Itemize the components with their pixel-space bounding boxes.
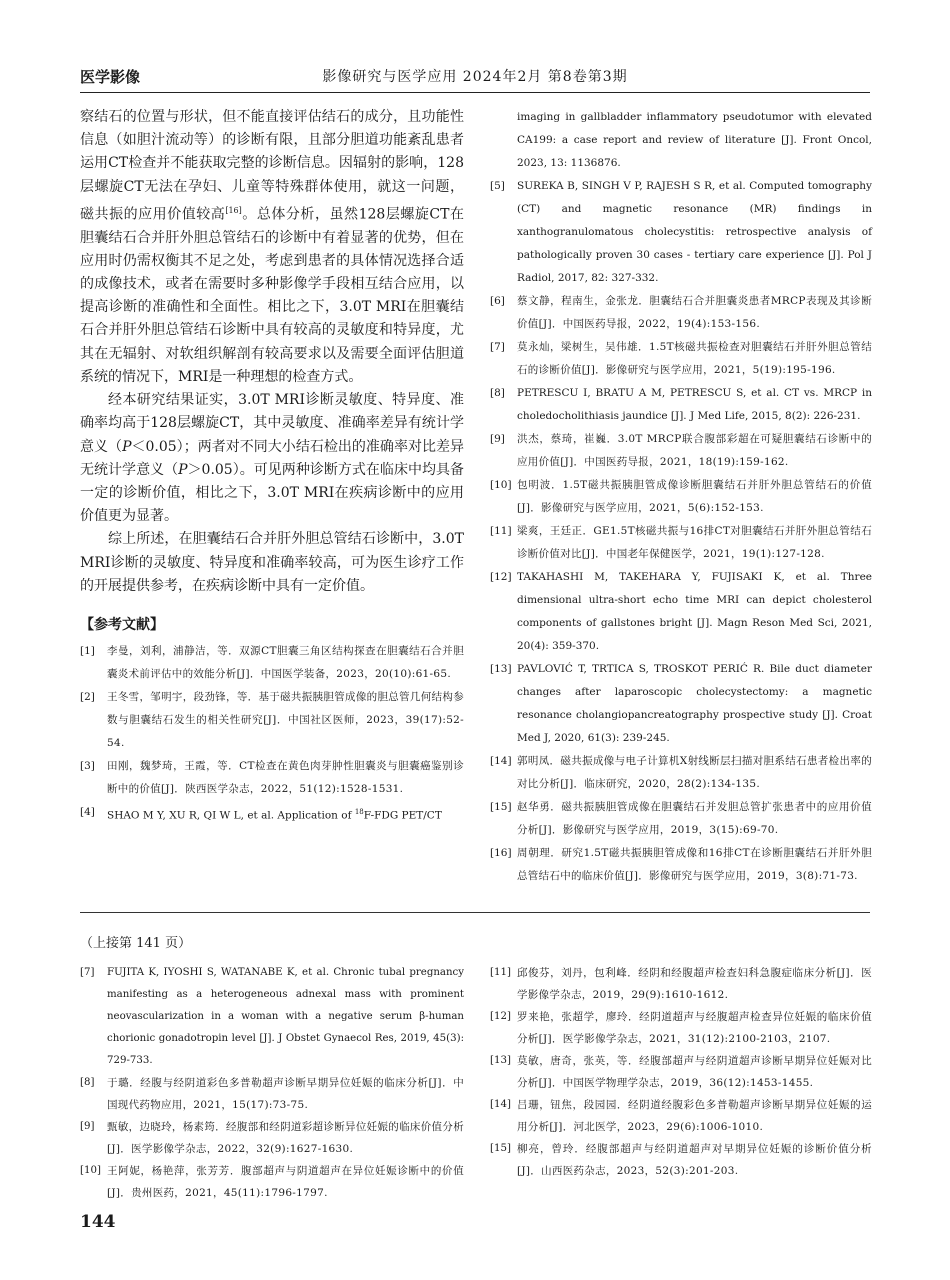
ref-text-part: F-FDG PET/CT: [363, 809, 442, 822]
p-symbol-1: P: [122, 438, 132, 455]
reference-item: [490, 520, 872, 566]
ref-number: [16]: [490, 847, 512, 859]
reference-item: [490, 428, 872, 474]
reference-item: [490, 1006, 872, 1050]
ref-text: 邱俊芬，刘丹，包利峰．经阴和经腹超声检查妇科急腹症临床分析[J]．医学影像学杂志，2019，29(9):1610-1612.: [517, 967, 872, 1001]
ref-text: 包明波．1.5T磁共振胰胆管成像诊断胆囊结石并肝外胆总管结石的价值[J]．影像研究与医学应用，2021，5(6):152-153.: [517, 479, 872, 514]
ref-number: [15]: [490, 801, 512, 813]
ref-text: 莫敏，唐奇，张英，等．经腹部超声与经阴道超声诊断早期异位妊娠对比分析[J]．中国医学物理学杂志，2019，36(12):1453-1455.: [517, 1055, 872, 1089]
ref-text: imaging in gallbladder inflammatory pseudotumor with elevated CA199: a case report and review of literature [J]. Front Oncol, 2023, 13: 1136876.: [517, 111, 872, 169]
ref-text: 洪杰，蔡琦，崔巍．3.0T MRCP联合腹部彩超在可疑胆囊结石诊断中的应用价值[J]．中国医药导报，2021，18(19):159-162.: [517, 433, 872, 468]
left-column: [80, 106, 464, 827]
reference-item: [490, 1138, 872, 1182]
ref-number: [10]: [490, 479, 512, 491]
reference-item: [490, 1094, 872, 1138]
ref-text: 吕珊，钮焦，段园园．经阴道经腹彩色多普勒超声诊断早期异位妊娠的运用分析[J]．河北医学，2023，29(6):1006-1010.: [517, 1099, 872, 1133]
ref-number: [10]: [80, 1165, 101, 1176]
ref-text: [107, 801, 464, 828]
ref-number: [15]: [490, 1143, 511, 1154]
reference-item: [80, 686, 464, 755]
page-number: 144: [80, 1212, 116, 1232]
ref-number: [14]: [490, 755, 512, 767]
reference-item: [80, 640, 464, 686]
ref-text: [107, 962, 464, 1072]
ref-number: [14]: [490, 1099, 511, 1110]
p2-c: ＞0.05）。可见两种诊断方式在临床中均具备一定的诊断价值，相比之下，3.0T MRI在疾病诊断中的应用价值更为显著。: [80, 461, 465, 525]
right-column: [490, 106, 872, 888]
ref-number: [13]: [490, 663, 512, 675]
ref-text: PETRESCU I, BRATU A M, PETRESCU S, et al. CT vs. MRCP in choledocholithiasis jaundice [J]. J Med Life, 2015, 8(2): 226-231.: [517, 387, 872, 422]
ref-text: 于璐．经腹与经阴道彩色多普勒超声诊断早期异位妊娠的临床分析[J]．中国现代药物应用，2021，15(17):73-75.: [107, 1077, 464, 1111]
ref-text: 罗来艳，张超学，廖玲．经阴道超声与经腹超声检查异位妊娠的临床价值分析[J]．医学影像学杂志，2021，31(12):2100-2103，2107.: [517, 1011, 872, 1045]
p2-b: ＜0.05）；两者对不同大小结石检出的准确率对比差异无统计学意义（: [80, 438, 465, 478]
ref-text: 周朝理．研究1.5T磁共振胰胆管成像和16排CT在诊断胆囊结石并肝外胆总管结石中的临床价值[J]．影像研究与医学应用，2019，3(8):71-73.: [517, 847, 872, 882]
ref-text: 王阿妮，杨艳萍，张芳芳．腹部超声与阴道超声在异位妊娠诊断中的价值[J]．贵州医药，2021，45(11):1796-1797.: [107, 1165, 464, 1199]
ref-number: [9]: [80, 1121, 95, 1132]
reference-item: [490, 474, 872, 520]
ref-number-spacer: [490, 106, 517, 175]
ref-number: [8]: [490, 387, 505, 399]
ref-text: 李曼，刘利，浦静洁，等．双源CT胆囊三角区结构探查在胆囊结石合并胆囊炎术前评估中的效能分析[J]．中国医学装备，2023，20(10):61-65.: [107, 644, 464, 680]
ref-number: [11]: [490, 967, 511, 978]
reference-item: [490, 1050, 872, 1094]
continued-reference-list-right: [490, 962, 872, 1182]
reference-item: [80, 755, 464, 801]
references-heading: 【参考文献】: [80, 616, 164, 633]
reference-item: [80, 801, 464, 828]
ref-text: 赵华勇．磁共振胰胆管成像在胆囊结石并发胆总管扩张患者中的应用价值分析[J]．影像研究与医学应用，2019，3(15):69-70.: [517, 801, 872, 836]
reference-item: [490, 336, 872, 382]
ref-number: [11]: [490, 525, 512, 537]
ref-number: [7]: [490, 341, 505, 353]
ref-text: 田刚，魏梦琦，王霞，等．CT检查在黄色肉芽肿性胆囊炎与胆囊癌鉴别诊断中的价值[J]．陕西医学杂志，2022，51(12):1528-1531.: [107, 759, 464, 795]
body-paragraph-2: [80, 389, 464, 528]
ref-number: [12]: [490, 571, 512, 583]
ref-text-part: SHAO M Y, XU R, QI W L, et al. Application of: [107, 809, 355, 822]
reference-item: [490, 175, 872, 290]
ref-number: [4]: [80, 805, 95, 818]
reference-item: [80, 1160, 464, 1204]
reference-item: [80, 962, 464, 1072]
ref-number: [2]: [80, 690, 95, 703]
ref-number: [8]: [80, 1077, 95, 1088]
ref-text: SUREKA B, SINGH V P, RAJESH S R, et al. Computed tomography (CT) and magnetic resonance (MR) findings in xanthogranulomatous cholecystitis: retrospective analysis of pathologically proven 30 cases - tertiary care experience [J]. Pol J Radiol, 2017, 82: 327-332.: [517, 180, 872, 284]
reference-item: [490, 382, 872, 428]
body-paragraph-3: 综上所述，在胆囊结石合并肝外胆总管结石诊断中，3.0T MRI诊断的灵敏度、特异度和准确率较高，可为医生诊疗工作的开展提供参考，在疾病诊断中具有一定价值。: [80, 531, 464, 594]
section-label: 医学影像: [80, 68, 141, 86]
ref-number: [13]: [490, 1055, 511, 1066]
ref-text-part: -human chorionic gonadotropin level [J]. J Obstet Gynaecol Res, 2019, 45(3): 729-733.: [107, 1011, 464, 1066]
ref-number: [5]: [490, 180, 505, 192]
reference-item: [490, 796, 872, 842]
ref-text: TAKAHASHI M, TAKEHARA Y, FUJISAKI K, et al. Three dimensional ultra-short echo time MRI can depict cholesterol components of gallstones bright [J]. Magn Reson Med Sci, 2021, 20(4): 359-370.: [517, 571, 872, 652]
reference-item: [80, 1072, 464, 1116]
reference-item: [490, 566, 872, 658]
journal-info: 影像研究与医学应用 2024年2月 第8卷第3期: [322, 69, 628, 85]
ref-text: 莫永灿，梁树生，吴伟雄．1.5T核磁共振检查对胆囊结石并肝外胆总管结石的诊断价值[J]．影像研究与医学应用，2021，5(19):195-196.: [517, 341, 872, 376]
beta-symbol: β: [419, 1011, 426, 1022]
ref-number: [3]: [80, 759, 95, 772]
reference-item: [490, 962, 872, 1006]
ref-number: [9]: [490, 433, 505, 445]
p2-a: 经本研究结果证实，3.0T MRI诊断灵敏度、特异度、准确率均高于128层螺旋CT，其中灵敏度、准确率差异有统计学意义（: [80, 392, 464, 455]
p1-start: 察结石的位置与形状，但不能直接评估结石的成分，且功能性信息（如胆汁流动等）的诊断有限，且部分胆道功能紊乱患者运用CT检查并不能获取完整的诊断信息。因辐射的影响，128层螺旋CT无法在孕妇、儿童等特殊群体使用，就这一问题，磁共振的应用价值较高: [80, 109, 464, 223]
reference-list-left: [80, 640, 464, 828]
p1-end: 。总体分析，虽然128层螺旋CT在胆囊结石合并肝外胆总管结石的诊断中有着显著的优势，但在应用时仍需权衡其不足之处，考虑到患者的具体情况选择合适的成像技术，或者在需要时多种影像学手段相互结合应用，以提高诊断的准确性和全面性。相比之下，3.0T MRI在胆囊结石合并肝外胆总管结石诊断中具有较高的灵敏度和特异度，尤其在无辐射、对软组织解剖有较高要求以及需要全面评估胆道系统的情况下，MRI是一种理想的检查方式。: [80, 206, 465, 385]
body-paragraph-1: [80, 106, 464, 389]
ref-number: [6]: [490, 295, 505, 307]
ref-text: 蔡文静，程南生，金张龙．胆囊结石合并胆囊炎患者MRCP表现及其诊断价值[J]．中国医药导报，2022，19(4):153-156.: [517, 295, 872, 330]
section-divider: [80, 912, 870, 913]
ref-text: 郭明凤．磁共振成像与电子计算机X射线断层扫描对胆系结石患者检出率的对比分析[J]．临床研究，2020，28(2):134-135.: [517, 755, 872, 790]
ref-number: [12]: [490, 1011, 511, 1022]
ref-text: PAVLOVIĆ T, TRTICA S, TROSKOT PERIĆ R. Bile duct diameter changes after laparoscopic cholecystectomy: a magnetic resonance cholangiopancreatography prospective study [J]. Croat Med J, 2020, 61(3): 239-245.: [517, 663, 872, 744]
reference-item-continued: [490, 106, 872, 175]
ref-text: 王冬雪，邹明宇，段劲锋，等．基于磁共振胰胆管成像的胆总管几何结构参数与胆囊结石发生的相关性研究[J]．中国社区医师，2023，39(17):52-54.: [107, 690, 464, 749]
reference-item: [80, 1116, 464, 1160]
p-symbol-2: P: [178, 461, 188, 478]
continued-reference-list-left: [80, 962, 464, 1204]
reference-item: [490, 658, 872, 750]
continued-from-note: （上接第 141 页）: [80, 936, 192, 951]
ref-text: 柳亮，曾玲．经腹部超声与经阴道超声对早期异位妊娠的诊断价值分析[J]．山西医药杂志，2023，52(3):201-203.: [517, 1143, 872, 1177]
reference-list-right: [490, 175, 872, 888]
ref-text-part: FUJITA K, IYOSHI S, WATANABE K, et al. Chronic tubal pregnancy manifesting as a heterogeneous adnexal mass with prominent neovascularization in a woman with a negative serum: [107, 967, 464, 1022]
ref-number: [1]: [80, 644, 95, 657]
reference-item: [490, 842, 872, 888]
reference-item: [490, 750, 872, 796]
running-header: [80, 62, 870, 93]
ref-text: 梁爽，王廷正．GE1.5T核磁共振与16排CT对胆囊结石并肝外胆总管结石诊断价值对比[J]．中国老年保健医学，2021，19(1):127-128.: [517, 525, 872, 560]
citation-16: [16]: [225, 205, 242, 215]
reference-item: [490, 290, 872, 336]
ref-number: [7]: [80, 967, 95, 978]
ref-text: 甄敏，边晓玲，杨素筠．经腹部和经阴道彩超诊断异位妊娠的临床价值分析[J]．医学影像学杂志，2022，32(9):1627-1630.: [107, 1121, 464, 1155]
isotope-superscript: 18: [354, 807, 364, 816]
